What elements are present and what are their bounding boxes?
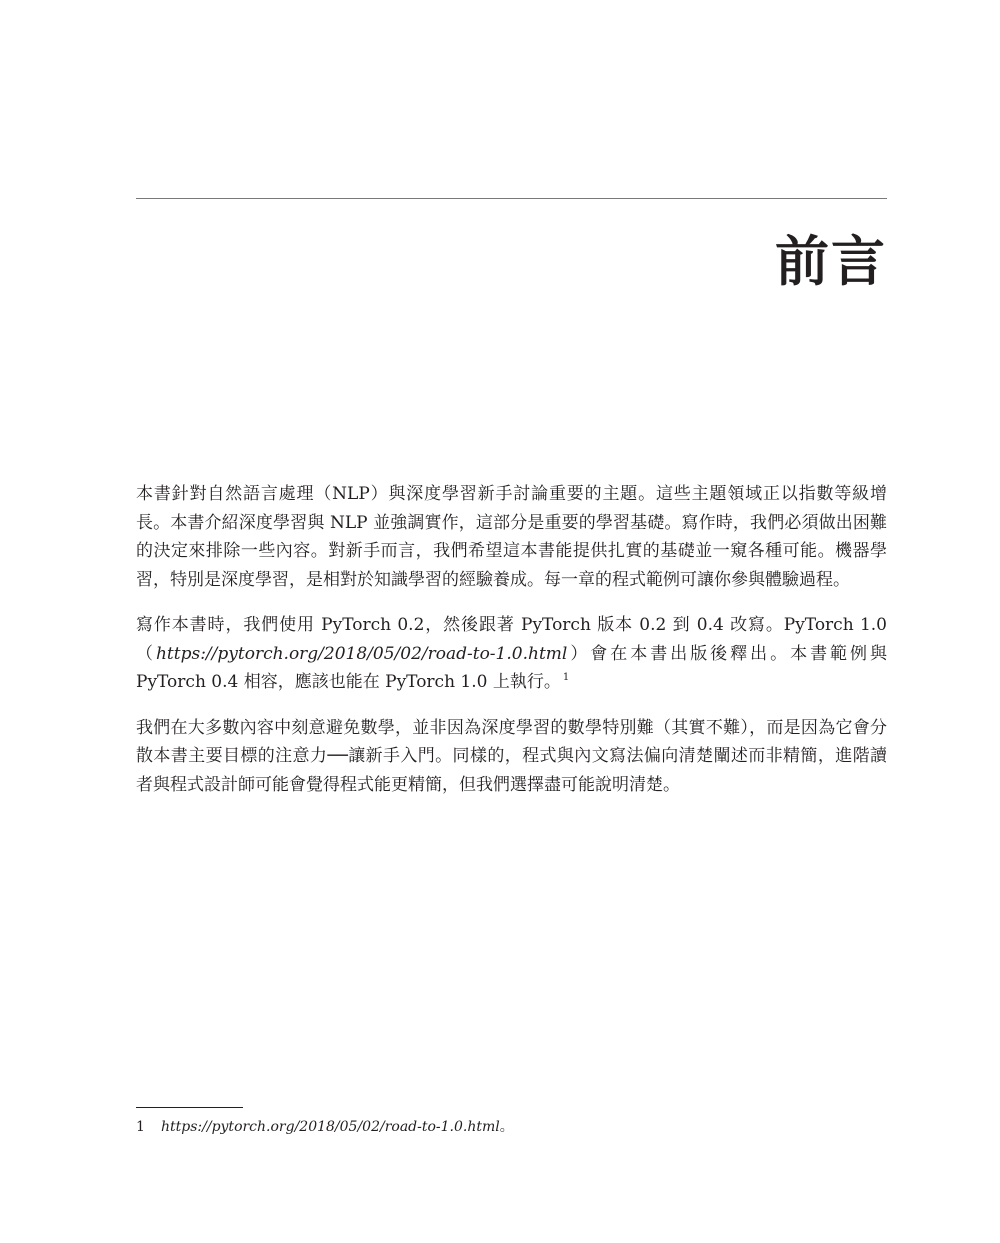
footnote-number: 1 <box>136 1119 145 1135</box>
footnote-trailing-punct: 。 <box>499 1119 514 1135</box>
paragraph-2-text-after: ）會在本書出版後釋出。本書範例與 PyTorch 0.4 相容，應該也能在 PyTorch 1.0 上執行。 <box>136 643 888 692</box>
paragraph-2 <box>136 611 887 697</box>
body-text <box>136 480 887 816</box>
chapter-title: 前言 <box>775 230 887 293</box>
footnote-separator <box>136 1107 243 1108</box>
footnote-reference[interactable]: 1 <box>562 672 570 684</box>
footnote-url[interactable]: https://pytorch.org/2018/05/02/road-to-1.0.html <box>161 1119 500 1135</box>
chapter-top-rule <box>136 198 887 199</box>
paragraph-1: 本書針對自然語言處理（NLP）與深度學習新手討論重要的主題。這些主題領域正以指數等級增長。本書介紹深度學習與 NLP 並強調實作，這部分是重要的學習基礎。寫作時，我們必須做出困難的決定來排除一些內容。對新手而言，我們希望這本書能提供扎實的基礎並一窺各種可能。機器學習，特別是深度學習，是相對於知識學習的經驗養成。每一章的程式範例可讓你參與體驗過程。 <box>136 484 887 590</box>
paragraph-2-text-before: 寫作本書時，我們使用 PyTorch 0.2，然後跟著 PyTorch 版本 0.2 到 0.4 改寫。PyTorch 1.0（ <box>136 615 887 664</box>
paragraph-3: 我們在大多數內容中刻意避免數學，並非因為深度學習的數學特別難（其實不難），而是因為它會分散本書主要目標的注意力──讓新手入門。同樣的，程式與內文寫法偏向清楚闡述而非精簡，進階讀者與程式設計師可能會覺得程式能更精簡，但我們選擇盡可能說明清楚。 <box>136 717 887 795</box>
footnote <box>136 1117 514 1137</box>
pytorch-roadmap-link[interactable]: https://pytorch.org/2018/05/02/road-to-1.0.html <box>155 643 568 664</box>
